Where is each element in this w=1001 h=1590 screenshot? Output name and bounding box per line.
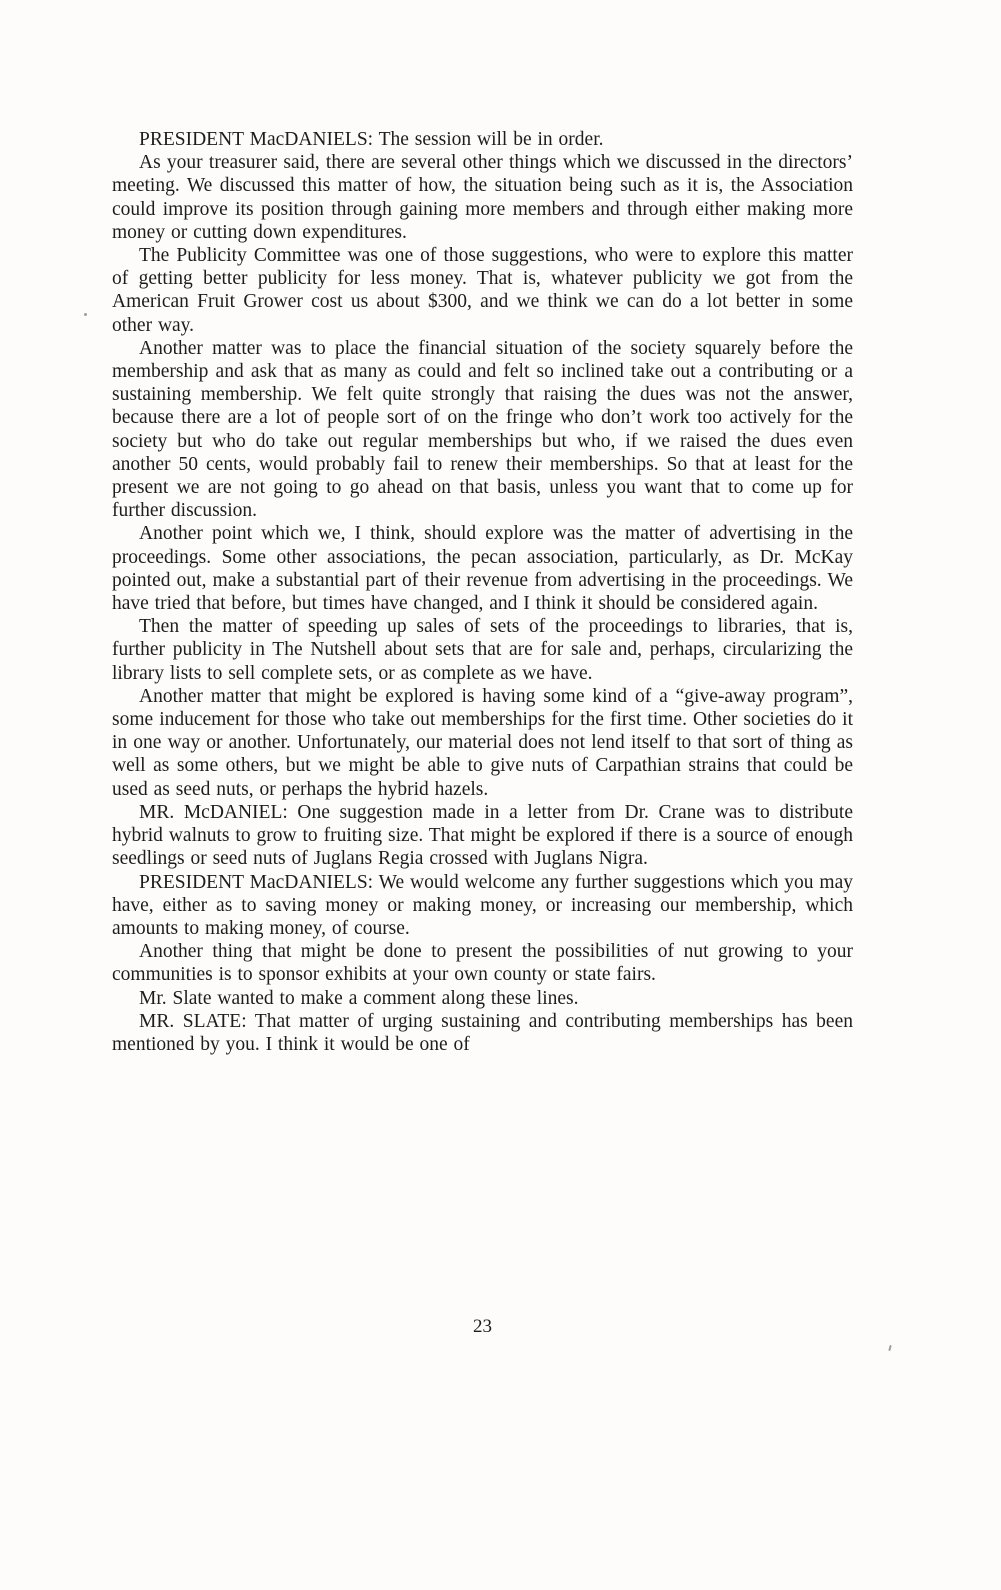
- paragraph: PRESIDENT MacDANIELS: The session will be in order.: [139, 129, 604, 150]
- scan-speck: [84, 313, 87, 316]
- scan-speck: [888, 1345, 891, 1351]
- paragraph: PRESIDENT MacDANIELS: We would welcome any further suggestions which you may have, either as to saving money or making money, or increasing our membership, which amounts to making money, of course.: [112, 871, 853, 939]
- paragraph: Another thing that might be done to present the possibilities of nut growing to your communities is to sponsor exhibits at your own county or state fairs.: [112, 941, 853, 986]
- paragraph: Another matter that might be explored is having some kind of a “give-away program”, some inducement for those who take out memberships for the first time. Other societies do it in one way or another. Unfortunately, our material does not lend itself to that sort of thing as well as some others, but we might be able to give nuts of Carpathian strains that could be used as seed nuts, or perhaps the hybrid hazels.: [112, 685, 853, 800]
- paragraph: Then the matter of speeding up sales of sets of the proceedings to libraries, that is, further publicity in The Nutshell about sets that are for sale and, perhaps, circularizing the library lists to sell complete sets, or as complete as we have.: [112, 616, 853, 684]
- page-number: 23: [473, 1316, 492, 1337]
- paragraph: MR. SLATE: That matter of urging sustaining and contributing memberships has been mentioned by you. I think it would be one of: [112, 1010, 853, 1055]
- text-block: [112, 128, 853, 1056]
- paragraph: MR. McDANIEL: One suggestion made in a letter from Dr. Crane was to distribute hybrid walnuts to grow to fruiting size. That might be explored if there is a source of enough seedlings or seed nuts of Juglans Regia crossed with Juglans Nigra.: [112, 801, 853, 870]
- paragraph: The Publicity Committee was one of those suggestions, who were to explore this matter of getting better publicity for less money. That is, whatever publicity we got from the American Fruit Grower cost us about $300, and we think we can do a lot better in some other way.: [112, 245, 853, 336]
- paragraph: As your treasurer said, there are several other things which we discussed in the directors’ meeting. We discussed this matter of how, the situation being such as it is, the Association could improve its position through gaining more members and through either making more money or cutting down expenditures.: [112, 152, 853, 243]
- paragraph: Another matter was to place the financial situation of the society squarely before the membership and ask that as many as could and felt so inclined take out a contributing or a sustaining membership. We felt quite strongly that raising the dues was not the answer, because there are a lot of people sort of on the fringe who don’t work too actively for the society but who do take out regular memberships but who, if we raised the dues even another 50 cents, would probably fail to renew their memberships. So that at least for the present we are not going to go ahead on that basis, unless you want that to come up for further discussion.: [112, 337, 853, 522]
- paragraph: Another point which we, I think, should explore was the matter of advertising in the proceedings. Some other associations, the pecan association, particularly, as Dr. McKay pointed out, make a substantial part of their revenue from advertising in the proceedings. We have tried that before, but times have changed, and I think it should be considered again.: [112, 523, 853, 615]
- paragraph: Mr. Slate wanted to make a comment along these lines.: [139, 987, 579, 1009]
